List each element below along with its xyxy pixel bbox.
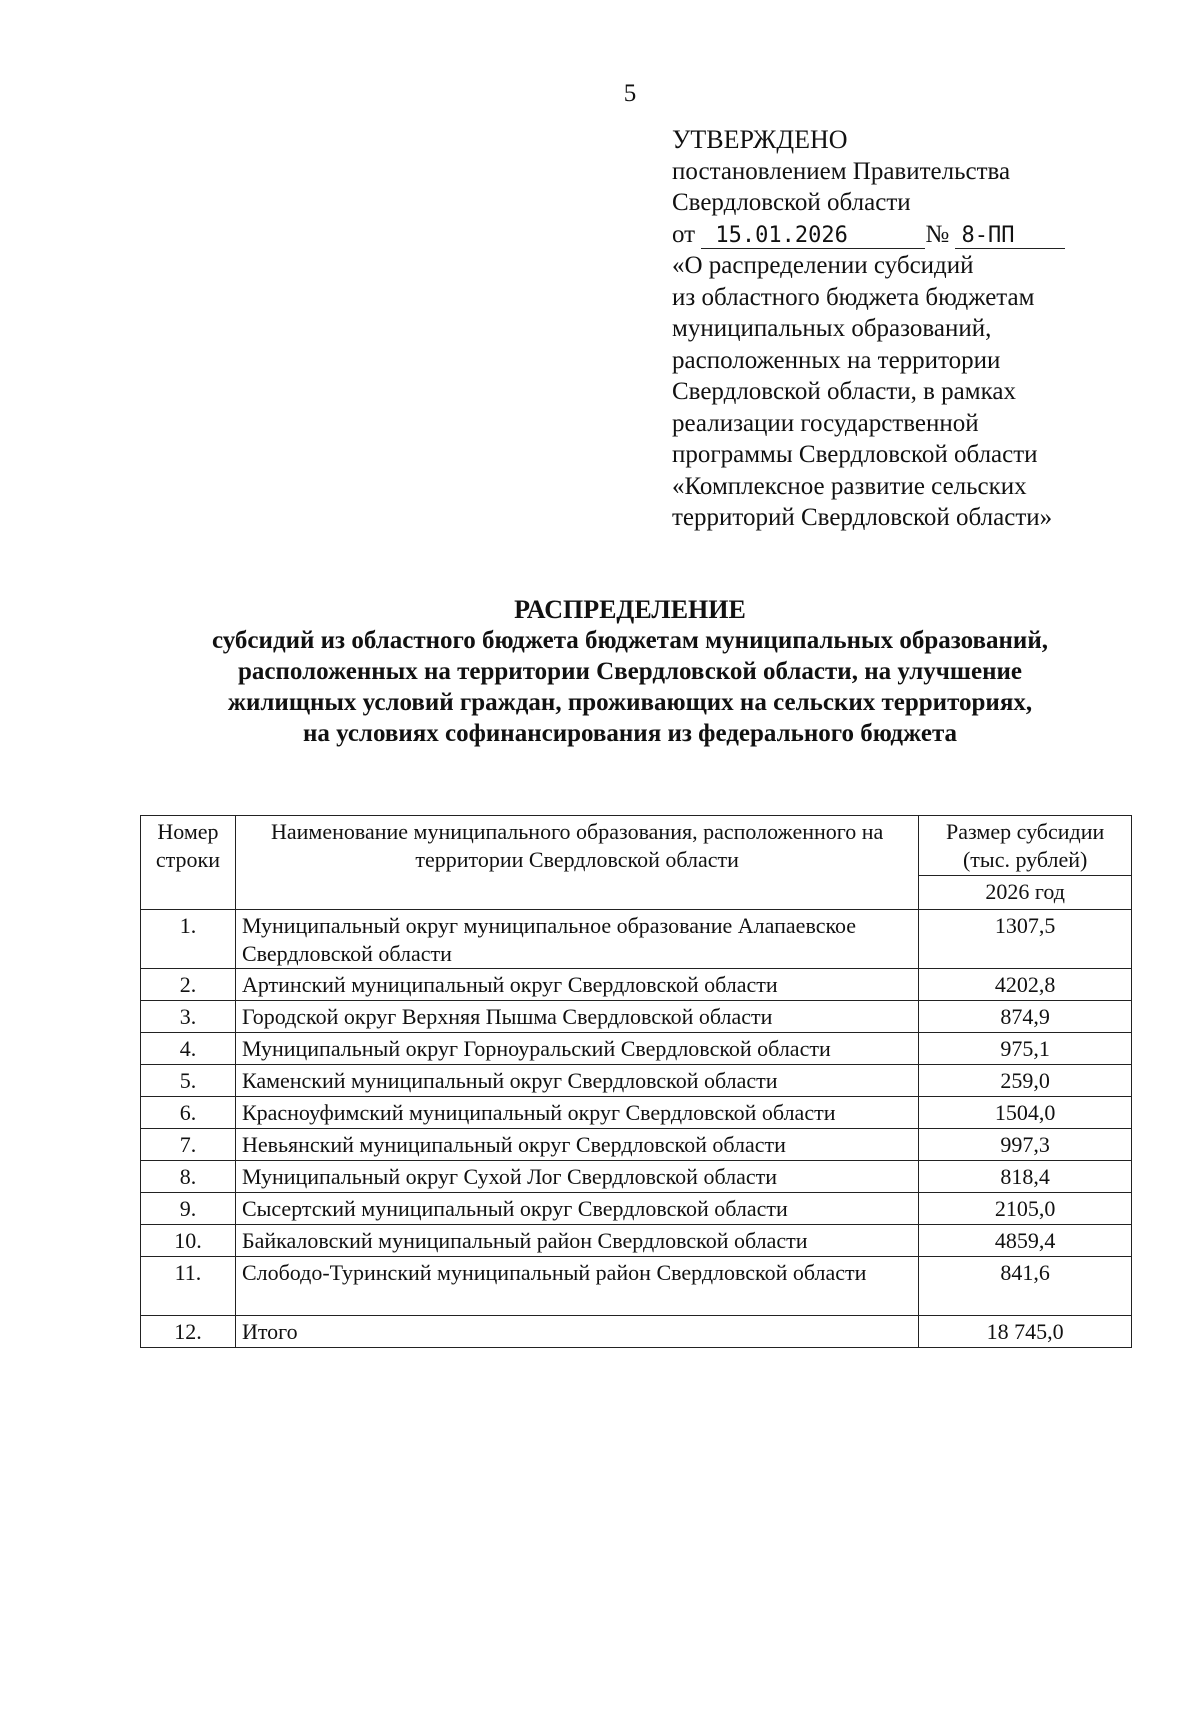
subsidy-value: 4202,8 bbox=[919, 969, 1132, 1001]
table-row bbox=[141, 1001, 1132, 1033]
approval-line-1: постановлением Правительства bbox=[672, 157, 1011, 185]
subsidy-value: 2105,0 bbox=[919, 1193, 1132, 1225]
row-number: 10. bbox=[141, 1225, 236, 1257]
total-label: Итого bbox=[235, 1316, 918, 1348]
date-prefix: от bbox=[672, 220, 696, 248]
municipality-name: Слободо-Туринский муниципальный район Свердловской области bbox=[235, 1257, 918, 1316]
municipality-name: Красноуфимский муниципальный округ Свердловской области bbox=[235, 1097, 918, 1129]
table-row bbox=[141, 1225, 1132, 1257]
municipality-name: Муниципальный округ Горноуральский Свердловской области bbox=[235, 1033, 918, 1065]
approval-title-line: из областного бюджета бюджетам bbox=[672, 283, 1035, 311]
table-row bbox=[141, 1257, 1132, 1316]
row-number: 11. bbox=[141, 1257, 236, 1316]
number-sign: № bbox=[925, 220, 950, 248]
row-number: 12. bbox=[141, 1316, 236, 1348]
subsidy-value: 1504,0 bbox=[919, 1097, 1132, 1129]
approval-block bbox=[672, 124, 1112, 534]
approval-title-line: реализации государственной bbox=[672, 409, 979, 437]
subsidy-value: 841,6 bbox=[919, 1257, 1132, 1316]
table-row bbox=[141, 910, 1132, 969]
resolution-date: 15.01.2026 bbox=[701, 224, 925, 249]
heading-line: жилищных условий граждан, проживающих на сельских территориях, bbox=[227, 689, 1033, 716]
approval-title-line: программы Свердловской области bbox=[672, 441, 1038, 468]
table-row bbox=[141, 1161, 1132, 1193]
table-row bbox=[141, 1097, 1132, 1129]
subsidy-value: 997,3 bbox=[919, 1129, 1132, 1161]
row-number: 3. bbox=[141, 1001, 236, 1033]
approval-line-2: Свердловской области bbox=[672, 189, 911, 216]
row-number: 7. bbox=[141, 1129, 236, 1161]
row-number: 1. bbox=[141, 910, 236, 969]
heading-line: на условиях софинансирования из федерального бюджета bbox=[302, 720, 958, 747]
table-row bbox=[141, 969, 1132, 1001]
header-year: 2026 год bbox=[919, 876, 1132, 910]
municipality-name: Артинский муниципальный округ Свердловской области bbox=[235, 969, 918, 1001]
document-heading bbox=[120, 594, 1140, 749]
approval-title-line: муниципальных образований, bbox=[672, 315, 992, 342]
municipality-name: Муниципальный округ Сухой Лог Свердловской области bbox=[235, 1161, 918, 1193]
municipality-name: Городской округ Верхняя Пышма Свердловской области bbox=[235, 1001, 918, 1033]
table-row bbox=[141, 1129, 1132, 1161]
total-row bbox=[141, 1316, 1132, 1348]
subsidy-value: 818,4 bbox=[919, 1161, 1132, 1193]
approval-title-line: «О распределении субсидий bbox=[672, 252, 974, 279]
row-number: 8. bbox=[141, 1161, 236, 1193]
resolution-number: 8-ПП bbox=[955, 224, 1065, 249]
header-row-number: Номер строки bbox=[141, 816, 236, 910]
page-number: 5 bbox=[623, 80, 637, 107]
approval-title-line: расположенных на территории bbox=[672, 346, 1001, 374]
approval-title-line: территорий Свердловской области» bbox=[672, 504, 1053, 531]
subsidy-value: 874,9 bbox=[919, 1001, 1132, 1033]
heading-line: расположенных на территории Свердловской области, на улучшение bbox=[238, 658, 1022, 685]
municipality-name: Невьянский муниципальный округ Свердловской области bbox=[235, 1129, 918, 1161]
municipality-name: Сысертский муниципальный округ Свердловской области bbox=[235, 1193, 918, 1225]
approval-title-line: «Комплексное развитие сельских bbox=[672, 472, 1027, 500]
header-municipality-name: Наименование муниципального образования, расположенного на территории Свердловской области bbox=[235, 816, 918, 910]
row-number: 6. bbox=[141, 1097, 236, 1129]
row-number: 2. bbox=[141, 969, 236, 1001]
subsidy-value: 1307,5 bbox=[919, 910, 1132, 969]
municipality-name: Муниципальный округ муниципальное образование Алапаевское Свердловской области bbox=[235, 910, 918, 969]
approved-label: УТВЕРЖДЕНО bbox=[672, 125, 848, 154]
subsidy-value: 259,0 bbox=[919, 1065, 1132, 1097]
row-number: 4. bbox=[141, 1033, 236, 1065]
heading-line: субсидий из областного бюджета бюджетам муниципальных образований, bbox=[212, 627, 1048, 654]
municipality-name: Каменский муниципальный округ Свердловской области bbox=[235, 1065, 918, 1097]
subsidy-table bbox=[140, 815, 1132, 1348]
table-row bbox=[141, 1065, 1132, 1097]
subsidy-value: 4859,4 bbox=[919, 1225, 1132, 1257]
header-subsidy-amount: Размер субсидии (тыс. рублей) bbox=[919, 816, 1132, 876]
heading-title: РАСПРЕДЕЛЕНИЕ bbox=[514, 595, 746, 624]
subsidy-value: 975,1 bbox=[919, 1033, 1132, 1065]
total-value: 18 745,0 bbox=[919, 1316, 1132, 1348]
row-number: 9. bbox=[141, 1193, 236, 1225]
row-number: 5. bbox=[141, 1065, 236, 1097]
approval-title-line: Свердловской области, в рамках bbox=[672, 378, 1016, 405]
approval-date-line bbox=[672, 219, 1112, 251]
municipality-name: Байкаловский муниципальный район Свердловской области bbox=[235, 1225, 918, 1257]
table-row bbox=[141, 1033, 1132, 1065]
table-row bbox=[141, 1193, 1132, 1225]
